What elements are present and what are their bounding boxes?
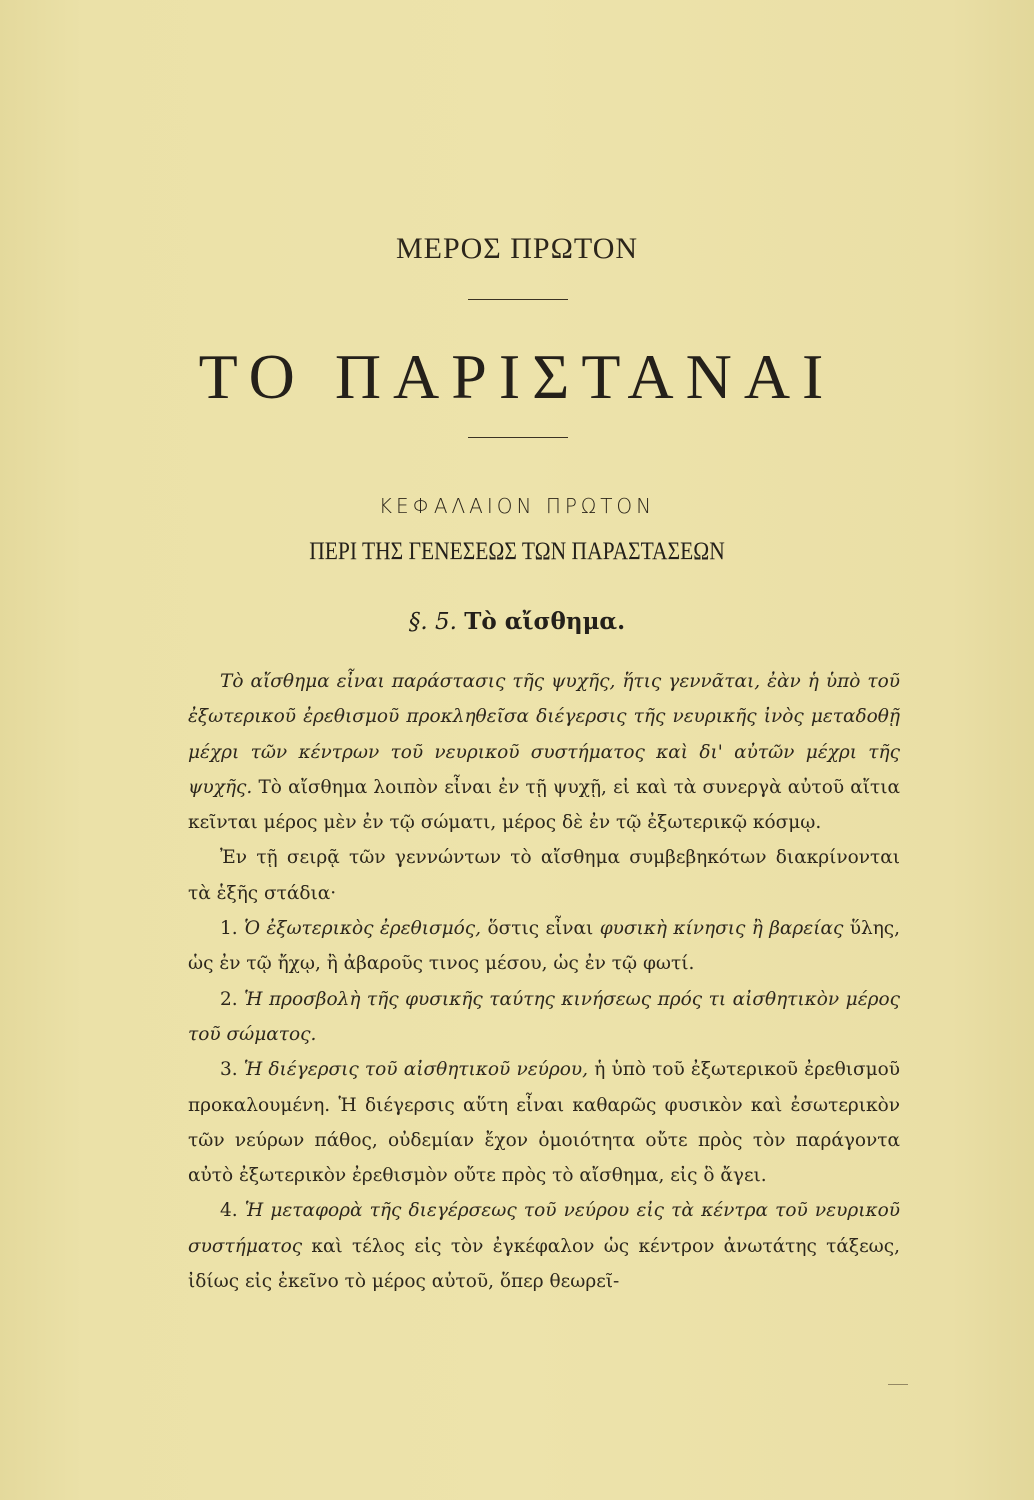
- chapter-label: ΚΕΦΑΛΑΙΟΝ ΠΡΩΤΟΝ: [378, 494, 656, 518]
- list-item: [188, 982, 900, 1053]
- divider-rule: [468, 437, 568, 438]
- list-item-italic: Ἡ διέγερσις τοῦ αἰσθητικοῦ νεύρου,: [243, 1059, 589, 1081]
- main-title: ΤΟ ΠΑΡΙΣΤΑΝΑΙ: [198, 341, 836, 412]
- list-item-italic: Ἡ προσβολὴ τῆς φυσικῆς ταύτης κινήσεως πρός τι αἰσθητικὸν μέρος τοῦ σώματος.: [188, 988, 900, 1045]
- ink-mark: [888, 1384, 908, 1385]
- list-item-text: ἡ ὑπὸ τοῦ ἐξωτερικοῦ ἐρεθισμοῦ προκαλουμένη. Ἡ διέγερσις αὕτη εἶναι καθαρῶς φυσικὸν καὶ ἐσωτερικὸν τῶν νεύρων πάθος, οὐδεμίαν ἔχον ὁμοιότητα οὔτε πρὸς τὸν παράγοντα αὐτὸ ἐξωτερικὸν ἐρεθισμὸν οὔτε πρὸς τὸ αἴσθημα, εἰς ὃ ἄγει.: [188, 1059, 900, 1187]
- list-item: [188, 911, 900, 982]
- list-item-text: ὅστις εἶναι: [487, 918, 594, 940]
- paragraph-text: Τὸ αἴσθημα λοιπὸν εἶναι ἐν τῇ ψυχῇ, εἰ καὶ τὰ συνεργὰ αὐτοῦ αἴτια κεῖνται μέρος μὲν ἐν τῷ σώματι, μέρος δὲ ἐν τῷ ἐξωτερικῷ κόσμῳ.: [188, 776, 900, 834]
- list-item-number: 2.: [220, 988, 238, 1010]
- list-item-number: 1.: [220, 918, 238, 940]
- body-text: [188, 664, 900, 1299]
- chapter-title: ΠΕΡΙ ΤΗΣ ΓΕΝΕΣΕΩΣ ΤΩΝ ΠΑΡΑΣΤΑΣΕΩΝ: [309, 538, 725, 565]
- part-title: ΜΕΡΟΣ ΠΡΩΤΟΝ: [395, 232, 639, 265]
- list-item-text: ὕλης, ὡς ἐν τῷ ἤχῳ, ἢ ἀβαροῦς τινος μέσου, ὡς ἐν τῷ φωτί.: [188, 918, 901, 975]
- section-number: §. 5.: [408, 609, 457, 635]
- paragraph-italic: Τὸ αἴσθημα εἶναι παράστασις τῆς ψυχῆς, ἥτις γεννᾶται, ἐὰν ἡ ὑπὸ τοῦ ἐξωτερικοῦ ἐρεθισμοῦ προκληθεῖσα διέγερσις τῆς νευρικῆς ἰνὸς μεταδοθῇ μέχρι τῶν κέντρων τοῦ νευρικοῦ συστήματος καὶ δι' αὐτῶν μέχρι τῆς ψυχῆς.: [188, 671, 900, 798]
- list-item-italic: φυσικὴ κίνησις ἢ βαρείας: [599, 918, 844, 940]
- paragraph: Ἐν τῇ σειρᾷ τῶν γεννώντων τὸ αἴσθημα συμβεβηκότων διακρίνονται τὰ ἑξῆς στάδια·: [188, 847, 900, 904]
- divider-rule: [468, 299, 568, 300]
- list-item-number: 3.: [220, 1059, 238, 1081]
- section-heading: [0, 608, 1034, 635]
- list-item-italic: Ἡ μεταφορὰ τῆς διεγέρσεως τοῦ νεύρου εἰς τὰ κέντρα τοῦ νευρικοῦ συστήματος: [188, 1200, 900, 1257]
- list-item: [188, 1193, 900, 1299]
- section-title: Τὸ αἴσθημα.: [464, 608, 626, 635]
- paragraph: [188, 664, 900, 840]
- list-item-text: καὶ τέλος εἰς τὸν ἐγκέφαλον ὡς κέντρον ἀνωτάτης τάξεως, ἰδίως εἰς ἐκεῖνο τὸ μέρος αὐτοῦ, ὅπερ θεωρεῖ-: [188, 1235, 900, 1293]
- list-item-number: 4.: [220, 1200, 238, 1222]
- list-item-italic: Ὁ ἐξωτερικὸς ἐρεθισμός,: [244, 918, 482, 940]
- list-item: [188, 1052, 900, 1193]
